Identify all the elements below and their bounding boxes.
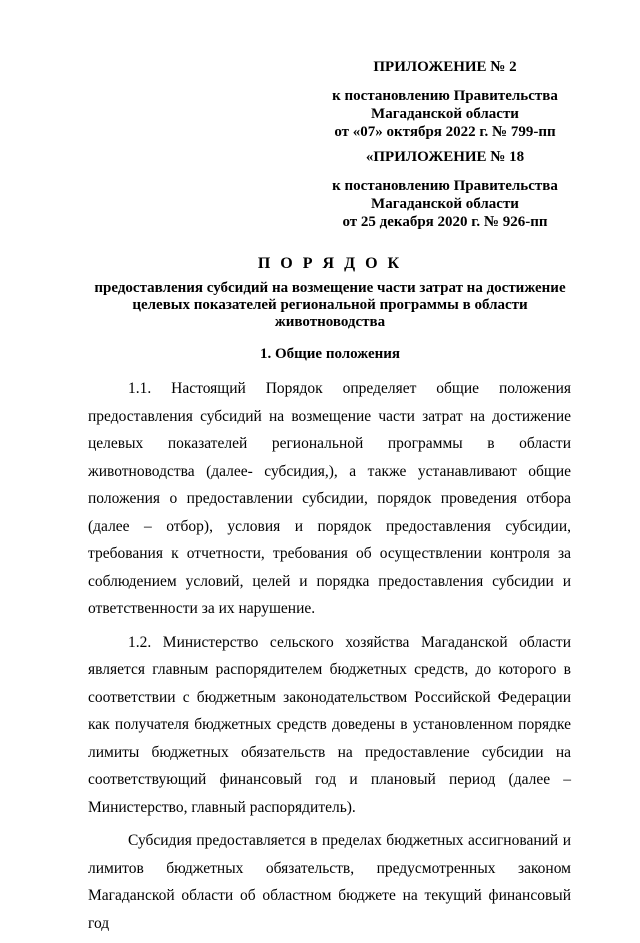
attachment-2-title: ПРИЛОЖЕНИЕ № 2 bbox=[373, 59, 517, 75]
attachment-2-line-2: Магаданской области bbox=[371, 106, 519, 122]
paragraph-1-1: 1.1. Настоящий Порядок определяет общие положения предоставления субсидий на возмещение части затрат на достижение целевых показателей региональной программы в области животноводства (далее- субсидия,), а также устанавливают общие положения о предоставлении субсидии, порядок проведения отбора (далее – отбор), условия и порядок предоставления субсидии, требования к отчетности, требования об осуществлении контроля за соблюдением условий, целей и порядка предоставления субсидии и ответственности за их нарушение. bbox=[88, 380, 571, 617]
document-subtitle: предоставления субсидий на возмещение части затрат на достижение целевых показателей региональной программы в области животноводства bbox=[94, 280, 566, 330]
attachment-18-header bbox=[300, 148, 590, 231]
attachment-2-line-3: от «07» октября 2022 г. № 799-пп bbox=[334, 124, 556, 140]
attachment-18-title: «ПРИЛОЖЕНИЕ № 18 bbox=[365, 149, 525, 165]
attachment-18-line-1: к постановлению Правительства bbox=[332, 178, 558, 194]
paragraph-subsidy: Субсидия предоставляется в пределах бюджетных ассигнований и лимитов бюджетных обязательств, предусмотренных законом Магаданской области об областном бюджете на текущий финансовый год bbox=[88, 832, 571, 932]
attachment-18-line-2: Магаданской области bbox=[371, 196, 519, 212]
document-body bbox=[88, 375, 571, 943]
attachment-2-header bbox=[300, 58, 590, 141]
attachment-2-line-1: к постановлению Правительства bbox=[332, 88, 558, 104]
section-heading: 1. Общие положения bbox=[259, 346, 401, 362]
attachment-18-line-3: от 25 декабря 2020 г. № 926-пп bbox=[342, 214, 548, 230]
document-title: П О Р Я Д О К bbox=[257, 255, 403, 272]
paragraph-1-2: 1.2. Министерство сельского хозяйства Магаданской области является главным распорядителем бюджетных средств, до которого в соответствии с бюджетным законодательством Российской Федерации как получателя бюджетных средств доведены в установленном порядке лимиты бюджетных обязательств на предоставление субсидии на соответствующий финансовый год и плановый период (далее – Министерство, главный распорядитель). bbox=[88, 633, 571, 816]
